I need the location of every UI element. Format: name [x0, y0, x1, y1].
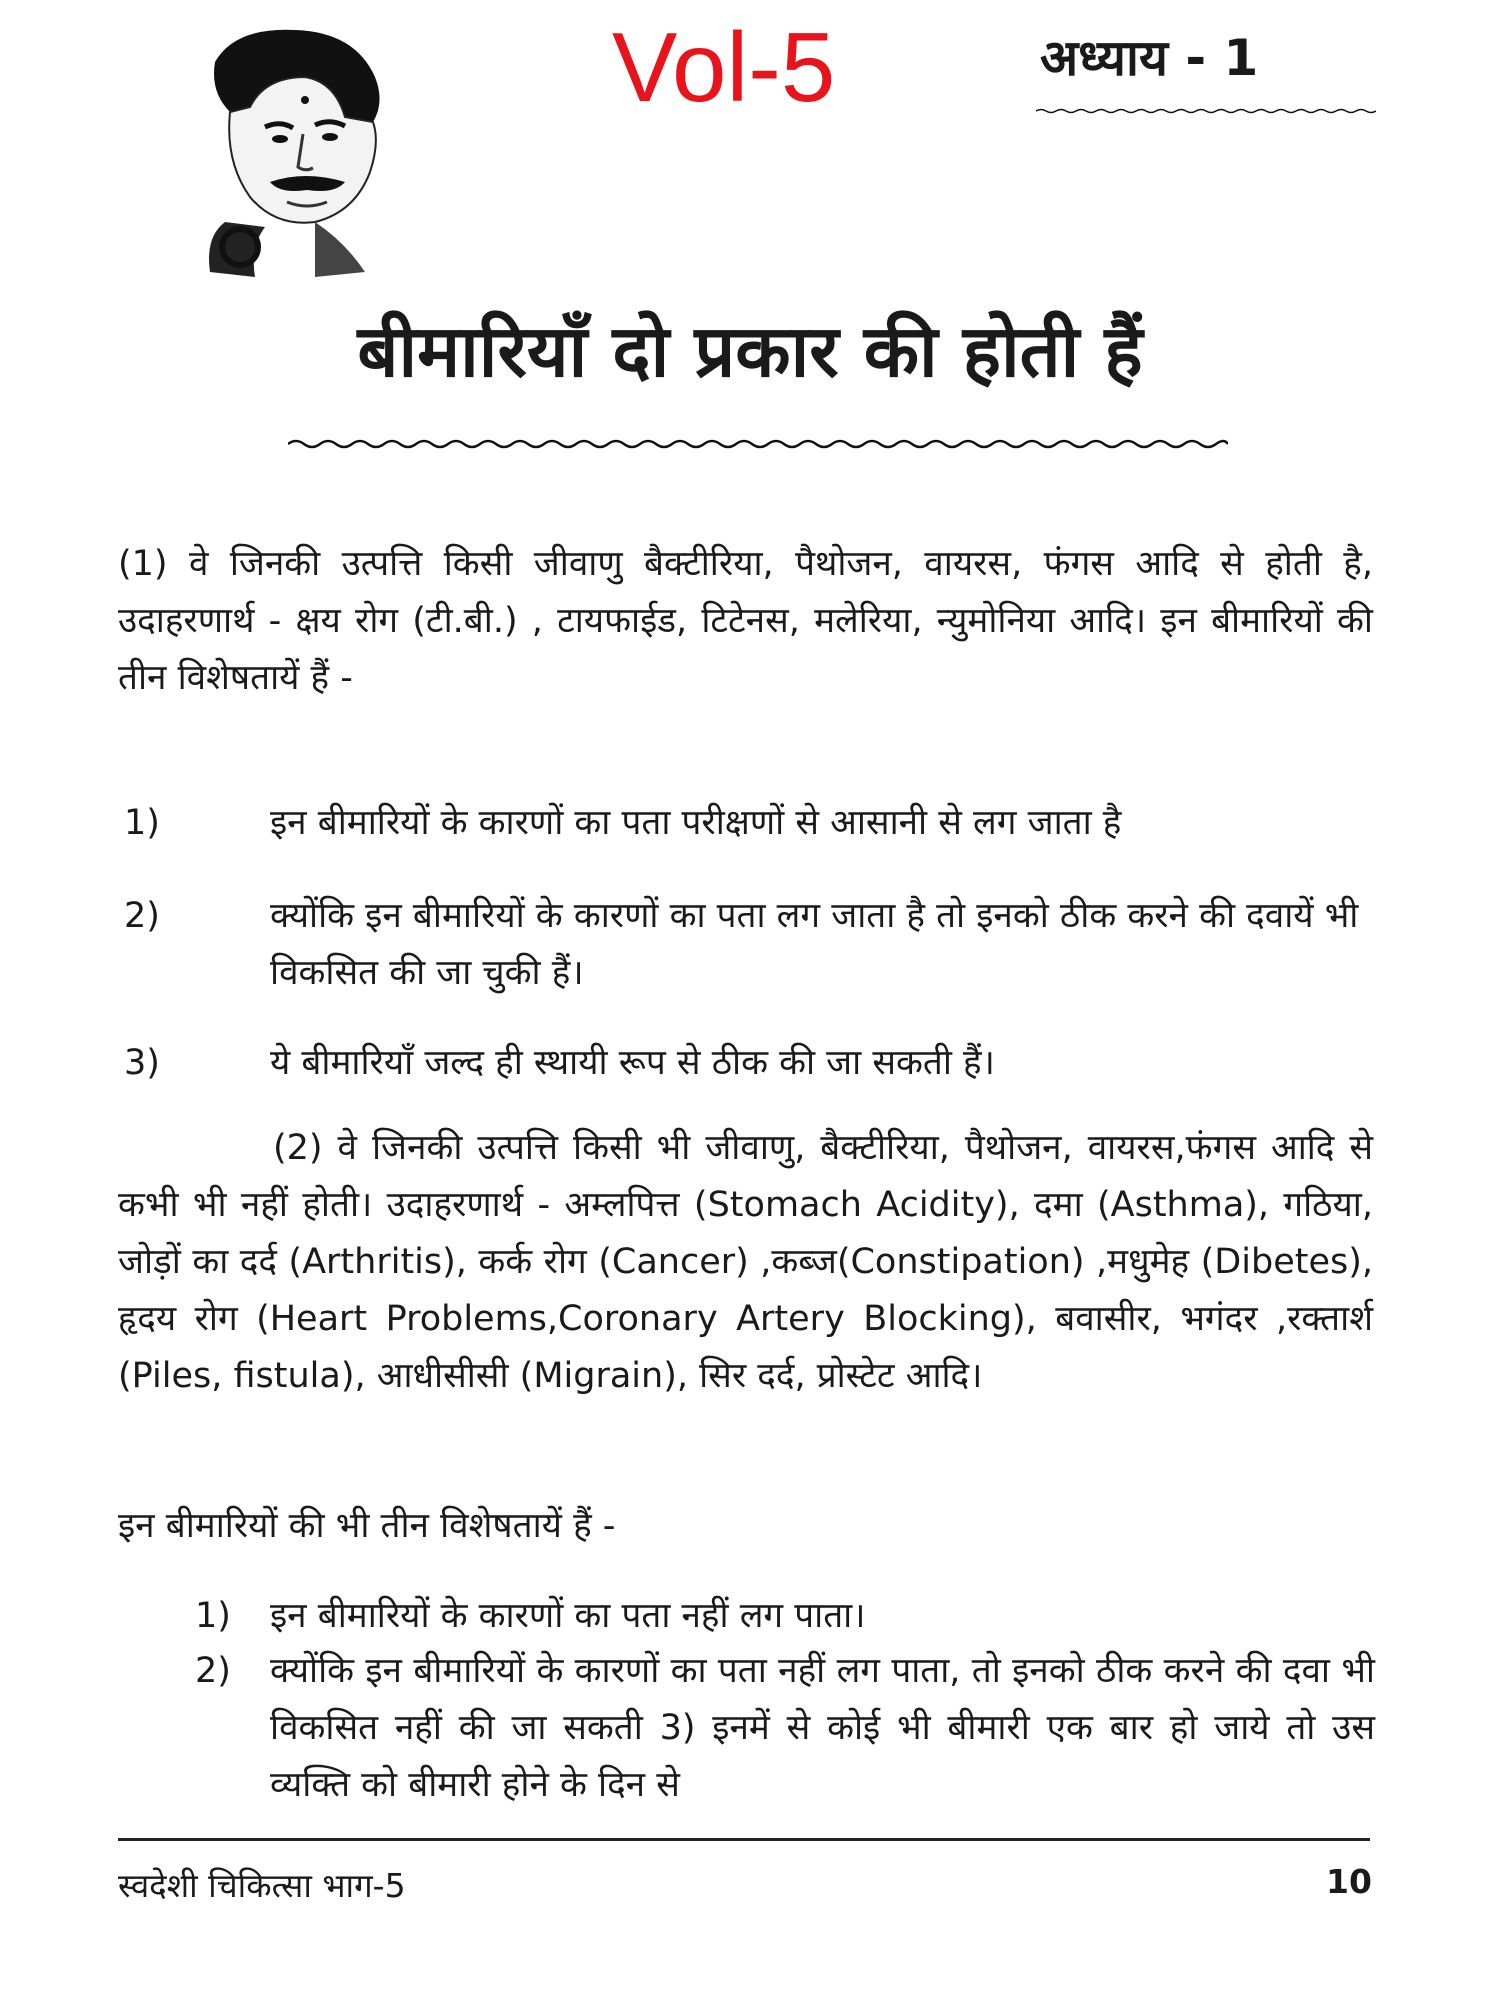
volume-label: Vol-5 — [612, 12, 836, 122]
section-1-item-3-text: ये बीमारियाँ जल्द ही स्थायी रूप से ठीक की जा सकती हैं। — [270, 1043, 995, 1083]
section-2-item-2-number: 2) — [195, 1651, 231, 1691]
section-2-item-1-text: इन बीमारियों के कारणों का पता नहीं लग पाता। — [270, 1596, 866, 1636]
section-1-item-1-number: 1) — [124, 803, 160, 843]
section-2-item-2-text: क्योंकि इन बीमारियों के कारणों का पता नहीं लग पाता, तो इनको ठीक करने की दवा भी विकसित नहीं की जा सकती 3) इनमें से कोई भी बीमारी एक बार हो जाये तो उस व्यक्ति को बीमारी होने के दिन से — [270, 1651, 1375, 1805]
section-1-paragraph: (1) वे जिनकी उत्पत्ति किसी जीवाणु बैक्टीरिया, पैथोजन, वायरस, फंगस आदि से होती है, उदाहरणार्थ - क्षय रोग (टी.बी.) , टायफाईड, टिटेनस, मलेरिया, न्युमोनिया आदि। इन बीमारियों की तीन विशेषतायें हैं - — [118, 544, 1373, 698]
author-portrait — [195, 22, 400, 282]
chapter-underline — [1036, 108, 1376, 114]
section-1-item-1-text: इन बीमारियों के कारणों का पता परीक्षणों से आसानी से लग जाता है — [270, 803, 1122, 843]
title-wavy-underline — [288, 438, 1228, 450]
section-1-item-2-number: 2) — [124, 896, 160, 936]
section-2-item-1-number: 1) — [195, 1596, 231, 1636]
footer-divider — [118, 1838, 1370, 1841]
section-2-paragraph: (2) वे जिनकी उत्पत्ति किसी भी जीवाणु, बैक्टीरिया, पैथोजन, वायरस,फंगस आदि से कभी भी नहीं होती। उदाहरणार्थ - अम्लपित्त (Stomach Acidity), दमा (Asthma), गठिया, जोड़ों का दर्द (Arthritis), कर्क रोग (Cancer) ,कब्ज(Constipation) ,मधुमेह (Dibetes), हृदय रोग (Heart Problems,Coronary Artery Blocking), बवासीर, भगंदर ,रक्तार्श (Piles, fistula), आधीसीसी (Migrain), सिर दर्द, प्रोस्टेट आदि। — [118, 1128, 1373, 1396]
section-1-item-2-text: क्योंकि इन बीमारियों के कारणों का पता लग जाता है तो इनको ठीक करने की दवायें भी विकसित की जा चुकी हैं। — [270, 896, 1359, 993]
page-title: बीमारियाँ दो प्रकार की होती हैं — [357, 309, 1143, 393]
chapter-heading: अध्याय - 1 — [1040, 29, 1259, 87]
section-1-item-3-number: 3) — [124, 1043, 160, 1083]
page-number: 10 — [1326, 1862, 1372, 1901]
section-2-intro: इन बीमारियों की भी तीन विशेषतायें हैं - — [118, 1506, 616, 1546]
footer-book-title: स्वदेशी चिकित्सा भाग-5 — [118, 1866, 406, 1905]
